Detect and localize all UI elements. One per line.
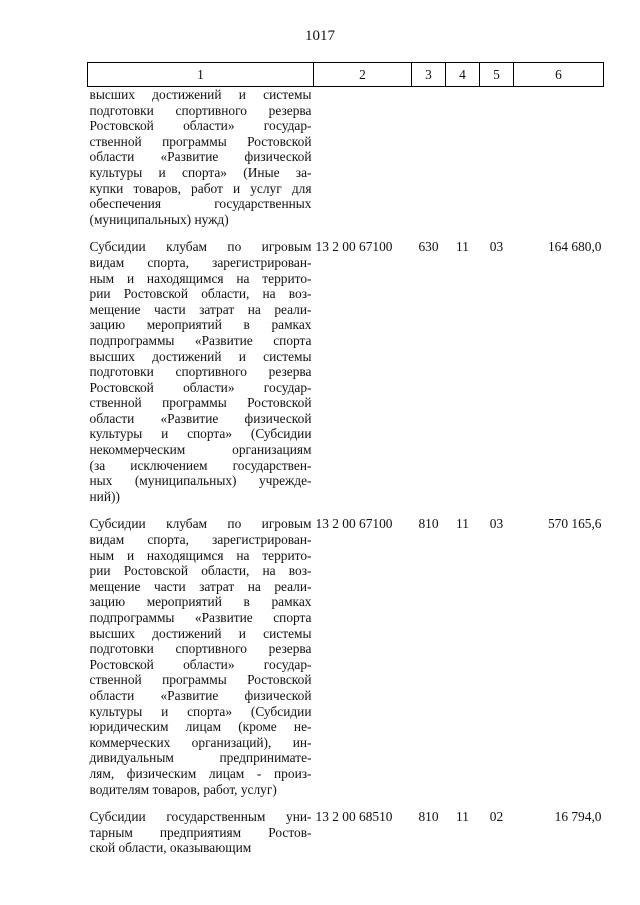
description-line: мещение части затрат на реали- <box>89 578 312 594</box>
description-line: области «Развитие физической <box>89 410 312 426</box>
row-description <box>88 239 314 504</box>
description-line: видам спорта, зарегистрирован- <box>89 254 312 270</box>
row-amount: 570 165,6 <box>547 516 602 532</box>
description-line: области «Развитие физической <box>89 149 312 165</box>
description-line: рии Ростовской области, на воз- <box>89 286 312 302</box>
table-row <box>88 87 604 228</box>
description-line: ний)) <box>89 488 120 504</box>
description-line: зацию мероприятий в рамках <box>89 594 312 610</box>
description-line: (за исключением государствен- <box>89 457 312 473</box>
col-header-3: 3 <box>412 63 446 87</box>
row-spacer <box>88 227 604 239</box>
description-line: подпрограммы «Развитие спорта <box>89 610 312 625</box>
col-header-2: 2 <box>314 63 412 87</box>
row-expense-type <box>412 87 446 228</box>
budget-table <box>87 62 604 856</box>
row-section: 11 <box>456 809 469 825</box>
row-subsection <box>480 87 514 228</box>
description-line: культуры и спорта» (Субсидии <box>89 426 312 442</box>
description-line: Ростовской области» государ- <box>89 379 312 395</box>
row-subsection: 03 <box>489 239 504 255</box>
description-line: ных (муниципальных) учрежде- <box>89 473 312 489</box>
row-section <box>446 87 480 228</box>
row-expense-type: 810 <box>418 809 439 825</box>
description-line: зацию мероприятий в рамках <box>89 317 312 333</box>
description-line: подготовки спортивного резерва <box>89 641 312 657</box>
description-line: водителям товаров, работ, услуг) <box>89 781 277 797</box>
description-line: ным и находящимся на террито- <box>89 547 312 563</box>
description-line: ным и находящимся на террито- <box>89 270 312 286</box>
table-row <box>88 809 604 856</box>
header-row <box>88 63 604 87</box>
description-line: коммерческих организаций), ин- <box>89 734 312 750</box>
description-line: высших достижений и системы <box>89 348 312 364</box>
table-body <box>88 87 604 856</box>
description-line: лям, физическим лицам - произ- <box>89 765 312 781</box>
row-section: 11 <box>456 239 469 255</box>
table-row <box>88 239 604 504</box>
description-line: подготовки спортивного резерва <box>89 102 312 118</box>
row-subsection: 03 <box>489 516 504 532</box>
page-number: 1017 <box>305 28 335 44</box>
row-subsection: 02 <box>489 809 504 825</box>
description-line: Субсидии клубам по игровым <box>89 239 312 255</box>
description-line: Субсидии клубам по игровым <box>89 516 312 532</box>
description-line: высших достижений и системы <box>89 87 312 102</box>
col-header-5: 5 <box>480 63 514 87</box>
description-line: видам спорта, зарегистрирован- <box>89 532 312 548</box>
col-header-6: 6 <box>514 63 604 87</box>
description-line: купки товаров, работ и услуг для <box>89 180 312 196</box>
description-line: (муниципальных) нужд) <box>89 211 229 227</box>
description-line: ственной программы Ростовской <box>89 672 312 688</box>
col-header-4: 4 <box>446 63 480 87</box>
row-amount: 164 680,0 <box>547 239 602 255</box>
row-description <box>88 516 314 797</box>
row-spacer <box>88 797 604 809</box>
description-line: мещение части затрат на реали- <box>89 301 312 317</box>
description-line: Ростовской области» государ- <box>89 656 312 672</box>
row-target-code: 13 2 00 67100 <box>315 239 393 255</box>
description-line: дивидуальным предпринимате- <box>89 750 312 766</box>
description-line: ственной программы Ростовской <box>89 395 312 411</box>
row-target-code <box>314 87 412 228</box>
row-target-code: 13 2 00 68510 <box>315 809 393 825</box>
row-description <box>88 87 314 228</box>
description-line: культуры и спорта» (Субсидии <box>89 703 312 719</box>
description-line: рии Ростовской области, на воз- <box>89 563 312 579</box>
row-spacer <box>88 504 604 516</box>
table-row <box>88 516 604 797</box>
description-line: ственной программы Ростовской <box>89 133 312 149</box>
description-line: юридическим лицам (кроме не- <box>89 719 312 735</box>
row-amount <box>514 87 604 228</box>
description-line: тарным предприятиям Ростов- <box>89 824 312 840</box>
row-description <box>88 809 314 856</box>
description-line: подпрограммы «Развитие спорта <box>89 332 312 348</box>
description-line: высших достижений и системы <box>89 625 312 641</box>
description-line: Ростовской области» государ- <box>89 118 312 134</box>
description-line: культуры и спорта» (Иные за- <box>89 164 312 180</box>
description-line: ской области, оказывающим <box>89 840 252 856</box>
description-line: некоммерческим организациям <box>89 442 312 458</box>
row-amount: 16 794,0 <box>554 809 602 825</box>
description-line: Субсидии государственным уни- <box>89 809 312 825</box>
col-header-1: 1 <box>88 63 314 87</box>
row-section: 11 <box>456 516 469 532</box>
description-line: подготовки спортивного резерва <box>89 364 312 380</box>
row-expense-type: 630 <box>418 239 439 255</box>
row-expense-type: 810 <box>418 516 439 532</box>
row-target-code: 13 2 00 67100 <box>315 516 393 532</box>
description-line: обеспечения государственных <box>89 196 312 212</box>
description-line: области «Развитие физической <box>89 687 312 703</box>
